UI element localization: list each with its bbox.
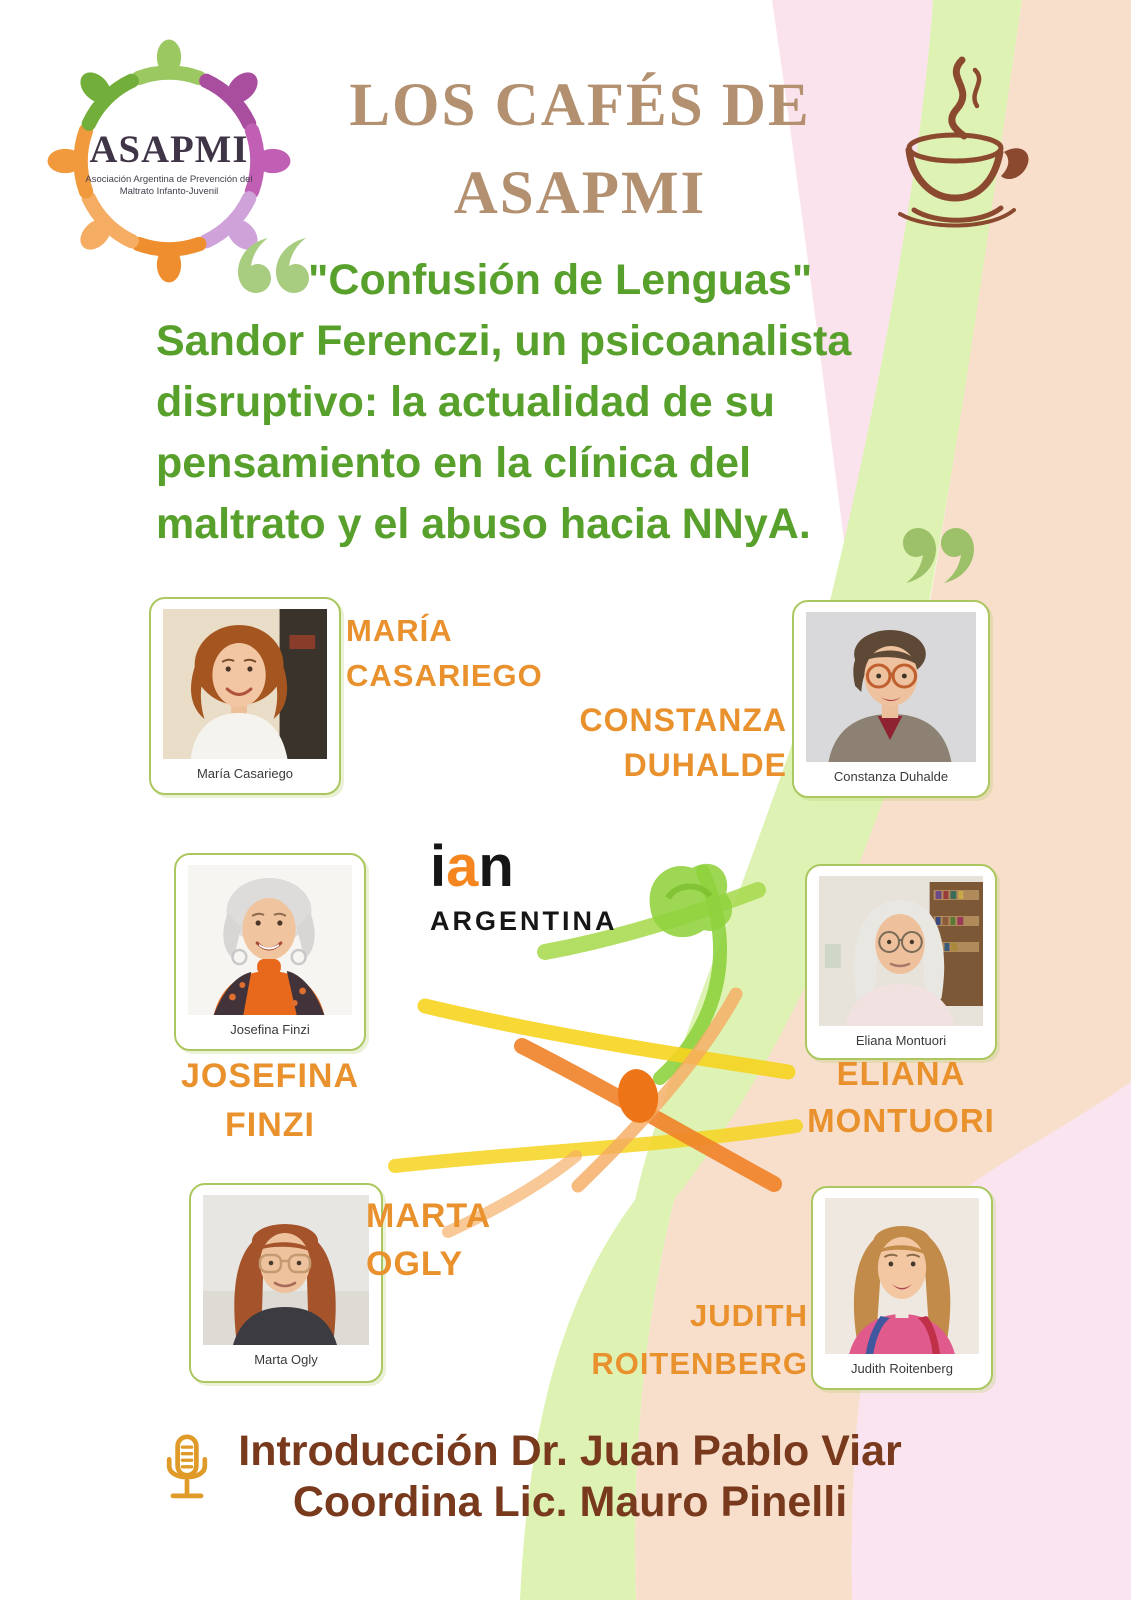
speaker-photo-eliana-montuori: [819, 876, 983, 1026]
photo-caption: Josefina Finzi: [230, 1022, 310, 1037]
speaker-name-eliana-montuori: ELIANA MONTUORI: [807, 1055, 995, 1139]
quote-line: disruptivo: la actualidad de su: [156, 378, 775, 426]
speaker-card-marta-ogly: [189, 1183, 383, 1383]
speaker-photo-marta-ogly: [203, 1195, 369, 1345]
asapmi-subtitle-line1: Asociación Argentina de Prevención del: [85, 173, 253, 185]
quote-line: pensamiento en la clínica del: [156, 439, 752, 487]
footer-line1: Introducción Dr. Juan Pablo Viar: [238, 1427, 902, 1475]
title-line2: ASAPMI: [453, 160, 707, 227]
speaker-card-eliana-montuori: [805, 864, 997, 1060]
photo-caption: Eliana Montuori: [855, 1033, 947, 1048]
speaker-photo-maria-casariego: [163, 609, 327, 759]
ian-country-label: ARGENTINA: [430, 906, 618, 936]
speaker-card-josefina-finzi: [174, 853, 366, 1051]
speaker-card-constanza-duhalde: [792, 600, 990, 798]
speaker-photo-judith-roitenberg: [825, 1198, 979, 1354]
ian-wordmark: ian: [430, 834, 514, 899]
speaker-name-maria-casariego: MARÍA CASARIEGO: [346, 613, 543, 693]
speaker-name-judith-roitenberg: JUDITH ROITENBERG: [591, 1298, 808, 1381]
coffee-cup-icon: [878, 50, 1046, 246]
title-line1: LOS CAFÉS DE: [349, 72, 811, 139]
speaker-name-marta-ogly: MARTA OGLY: [366, 1197, 492, 1283]
page-title: [315, 62, 845, 238]
speaker-card-maria-casariego: [149, 597, 341, 795]
photo-caption: Constanza Duhalde: [833, 769, 949, 784]
asapmi-acronym: ASAPMI: [89, 129, 249, 172]
photo-caption: María Casariego: [196, 766, 294, 781]
asapmi-subtitle-line2: Maltrato Infanto-Juvenil: [119, 186, 219, 198]
event-quote: [156, 250, 976, 555]
speaker-photo-constanza-duhalde: [806, 612, 976, 762]
speaker-photo-josefina-finzi: [188, 865, 352, 1015]
photo-caption: Judith Roitenberg: [851, 1361, 953, 1376]
speaker-card-judith-roitenberg: [811, 1186, 993, 1390]
footer-credits: [130, 1426, 1010, 1528]
footer-line2: Coordina Lic. Mauro Pinelli: [292, 1478, 848, 1526]
speaker-name-constanza-duhalde: CONSTANZA DUHALDE: [579, 702, 787, 783]
quote-line: "Confusión de Lenguas": [308, 256, 813, 304]
quote-line: maltrato y el abuso hacia NNyA.: [156, 500, 811, 548]
photo-caption: Marta Ogly: [254, 1352, 318, 1367]
ian-argentina-logo: [430, 834, 618, 937]
quote-line: Sandor Ferenczi, un psicoanalista: [156, 317, 852, 365]
speaker-name-josefina-finzi: JOSEFINA FINZI: [180, 1057, 360, 1144]
